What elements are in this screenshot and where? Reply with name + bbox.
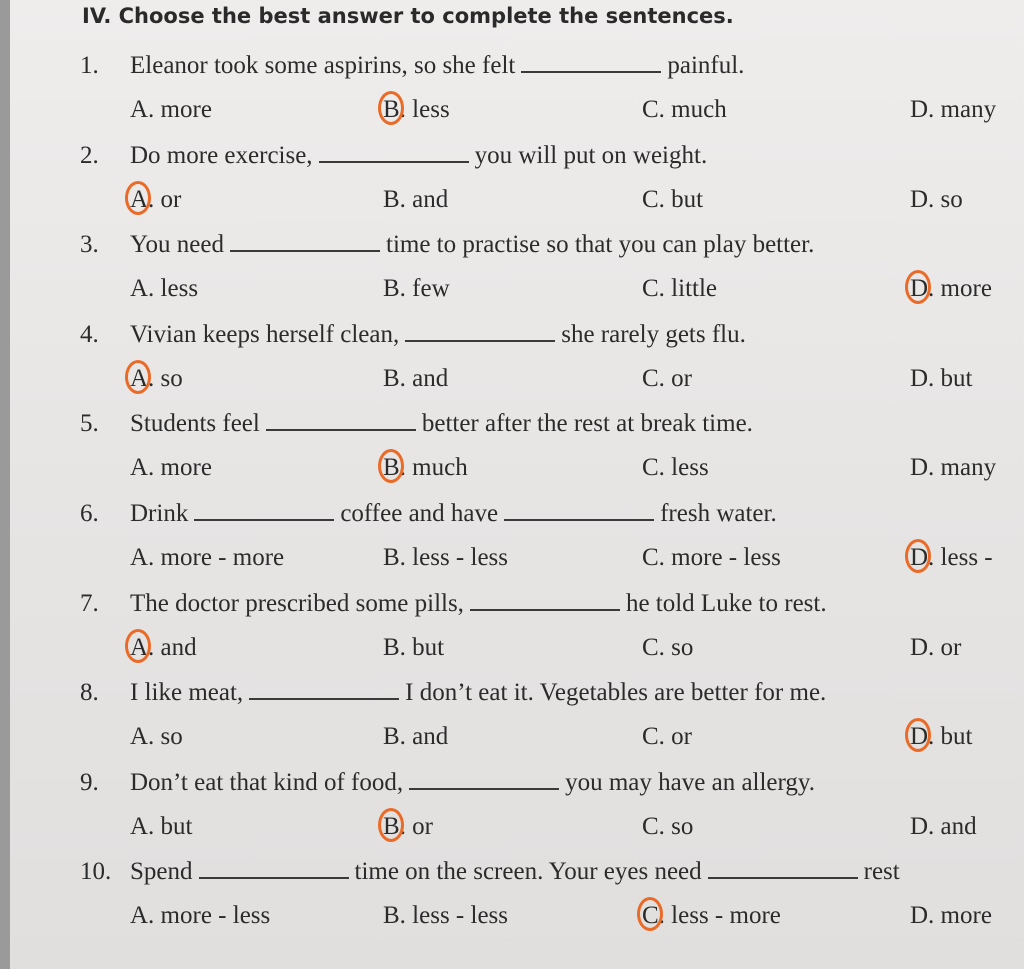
option-label: C. more - less xyxy=(642,544,781,571)
option-label: D. many xyxy=(910,454,997,482)
answer-option-c xyxy=(642,902,781,930)
answer-option-a xyxy=(130,544,284,572)
answer-option-a xyxy=(130,723,183,751)
answer-option-d xyxy=(910,186,963,214)
option-label: D. but xyxy=(910,723,973,751)
option-label: B. and xyxy=(383,723,449,751)
option-label: D. and xyxy=(910,812,977,840)
option-label: C. so xyxy=(642,633,694,661)
sentence-part: I don’t eat it. Vegetables are better for me. xyxy=(405,679,827,707)
answer-option-b xyxy=(383,813,433,841)
answer-option-c xyxy=(642,723,692,751)
answer-option-d xyxy=(910,275,992,303)
question-item xyxy=(80,142,1020,232)
option-label: C. little xyxy=(642,275,717,303)
answer-option-c xyxy=(642,813,693,841)
answer-option-b xyxy=(383,365,448,393)
question-sentence xyxy=(130,590,1020,618)
option-label: A. more - more xyxy=(130,544,285,571)
sentence-part: You need xyxy=(130,231,224,259)
question-number: 5. xyxy=(80,410,99,438)
option-label: D. but xyxy=(910,364,973,392)
option-label: B. less - less xyxy=(383,544,508,571)
question-number: 10. xyxy=(80,858,112,886)
answer-option-a xyxy=(130,813,193,841)
answer-blank xyxy=(470,609,620,611)
answer-option-d xyxy=(910,723,973,751)
option-label: A. so xyxy=(130,723,183,751)
question-sentence xyxy=(130,231,1020,259)
question-item xyxy=(80,590,1020,680)
answer-option-c xyxy=(642,275,717,303)
option-label: C. or xyxy=(642,723,692,751)
sentence-part: The doctor prescribed some pills, xyxy=(130,589,464,617)
sentence-part: Vivian keeps herself clean, xyxy=(130,320,400,348)
answer-option-b xyxy=(383,96,450,124)
option-label: B. and xyxy=(383,185,449,213)
answer-option-d xyxy=(910,634,961,662)
question-number: 3. xyxy=(80,231,99,259)
option-label: D. more xyxy=(910,902,992,930)
answer-option-c xyxy=(642,454,709,482)
answer-option-d xyxy=(910,813,977,841)
question-number: 4. xyxy=(80,320,99,348)
question-item xyxy=(80,321,1020,411)
answer-option-b xyxy=(383,544,508,572)
answer-option-a xyxy=(130,365,183,393)
option-label: D. less - xyxy=(910,544,993,571)
answer-option-a xyxy=(130,902,270,930)
answer-option-c xyxy=(642,96,727,124)
sentence-part: time to practise so that you can play better. xyxy=(386,231,815,259)
question-item xyxy=(80,769,1020,859)
answer-option-a xyxy=(130,634,197,662)
question-number: 1. xyxy=(80,52,99,79)
answer-option-d xyxy=(910,96,996,124)
option-label: B. few xyxy=(383,275,450,303)
question-sentence xyxy=(130,500,1020,528)
sentence-part: better after the rest at break time. xyxy=(421,410,753,438)
handwritten-circle-mark xyxy=(378,91,404,125)
sentence-part: she rarely gets flu. xyxy=(561,320,746,348)
sentence-part: Do more exercise, xyxy=(130,141,313,169)
option-label: A. or xyxy=(130,185,182,213)
question-sentence xyxy=(130,52,1020,80)
answer-option-d xyxy=(910,454,996,482)
question-number: 9. xyxy=(80,768,99,796)
option-label: A. more xyxy=(130,96,212,123)
handwritten-circle-mark xyxy=(125,629,151,663)
answer-option-a xyxy=(130,96,212,124)
option-label: A. so xyxy=(130,364,183,392)
question-sentence xyxy=(130,321,1020,349)
option-label: B. less xyxy=(383,96,450,123)
option-label: A. more - less xyxy=(130,902,271,930)
answer-option-d xyxy=(910,902,992,930)
question-number: 2. xyxy=(80,141,99,169)
answer-blank xyxy=(199,877,349,879)
handwritten-circle-mark xyxy=(905,270,931,304)
answer-blank xyxy=(708,877,858,879)
sentence-part: rest xyxy=(863,858,900,886)
question-item xyxy=(80,52,1020,142)
answer-option-b xyxy=(383,186,448,214)
answer-option-b xyxy=(383,634,444,662)
option-label: B. less - less xyxy=(383,902,508,930)
question-item xyxy=(80,231,1020,321)
option-label: D. many xyxy=(910,96,997,123)
option-label: D. or xyxy=(910,633,962,661)
answer-blank xyxy=(194,519,334,521)
question-item xyxy=(80,410,1020,500)
option-label: C. but xyxy=(642,185,704,213)
question-item xyxy=(80,858,1020,948)
question-sentence xyxy=(130,410,1020,438)
sentence-part: painful. xyxy=(667,52,745,79)
answer-option-b xyxy=(383,275,450,303)
option-label: D. so xyxy=(910,185,963,213)
question-item xyxy=(80,500,1020,590)
answer-option-a xyxy=(130,275,198,303)
answer-blank xyxy=(405,340,555,342)
question-number: 6. xyxy=(80,500,99,527)
option-label: C. so xyxy=(642,812,694,840)
sentence-part: Students feel xyxy=(130,410,260,438)
answer-blank xyxy=(521,71,661,73)
option-label: B. or xyxy=(383,812,433,840)
sentence-part: Don’t eat that kind of food, xyxy=(130,768,404,796)
sentence-part: Eleanor took some aspirins, so she felt xyxy=(130,52,516,79)
option-label: A. more xyxy=(130,454,212,482)
option-label: C. less - more xyxy=(642,902,781,930)
sentence-part: time on the screen. Your eyes need xyxy=(354,858,702,886)
sentence-part: he told Luke to rest. xyxy=(625,589,827,617)
question-number: 7. xyxy=(80,589,99,617)
answer-blank xyxy=(266,429,416,431)
answer-option-c xyxy=(642,186,703,214)
handwritten-circle-mark xyxy=(125,360,151,394)
answer-option-a xyxy=(130,454,212,482)
option-label: D. more xyxy=(910,275,992,303)
answer-option-a xyxy=(130,186,181,214)
sentence-part: Drink xyxy=(130,500,189,527)
sentence-part: Spend xyxy=(130,858,193,886)
option-label: B. and xyxy=(383,364,449,392)
answer-blank xyxy=(249,698,399,700)
answer-blank xyxy=(230,250,380,252)
option-label: C. less xyxy=(642,454,709,482)
sentence-part: coffee and have xyxy=(340,500,499,527)
question-item xyxy=(80,679,1020,769)
handwritten-circle-mark xyxy=(905,539,931,573)
page-left-edge xyxy=(0,0,10,969)
question-number: 8. xyxy=(80,679,99,707)
option-label: C. much xyxy=(642,96,727,123)
answer-blank xyxy=(504,519,654,521)
answer-option-b xyxy=(383,902,508,930)
exercise-heading: IV. Choose the best answer to complete the sentences. xyxy=(82,4,734,28)
answer-option-b xyxy=(383,723,448,751)
handwritten-circle-mark xyxy=(125,181,151,215)
handwritten-circle-mark xyxy=(378,808,404,842)
answer-option-c xyxy=(642,634,693,662)
answer-option-c xyxy=(642,544,781,572)
question-sentence xyxy=(130,858,1020,886)
answer-option-c xyxy=(642,365,692,393)
option-label: A. less xyxy=(130,275,199,303)
handwritten-circle-mark xyxy=(905,718,931,752)
option-label: A. and xyxy=(130,633,197,661)
sentence-part: I like meat, xyxy=(130,679,244,707)
answer-option-d xyxy=(910,365,973,393)
answer-blank xyxy=(319,161,469,163)
answer-option-b xyxy=(383,454,468,482)
question-sentence xyxy=(130,679,1020,707)
sentence-part: you will put on weight. xyxy=(474,141,708,169)
sentence-part: you may have an allergy. xyxy=(565,768,816,796)
option-label: B. but xyxy=(383,633,445,661)
question-sentence xyxy=(130,769,1020,797)
answer-blank xyxy=(409,788,559,790)
question-sentence xyxy=(130,142,1020,170)
option-label: A. but xyxy=(130,812,193,840)
option-label: B. much xyxy=(383,454,468,482)
answer-option-d xyxy=(910,544,993,572)
option-label: C. or xyxy=(642,364,692,392)
sentence-part: fresh water. xyxy=(660,500,777,527)
